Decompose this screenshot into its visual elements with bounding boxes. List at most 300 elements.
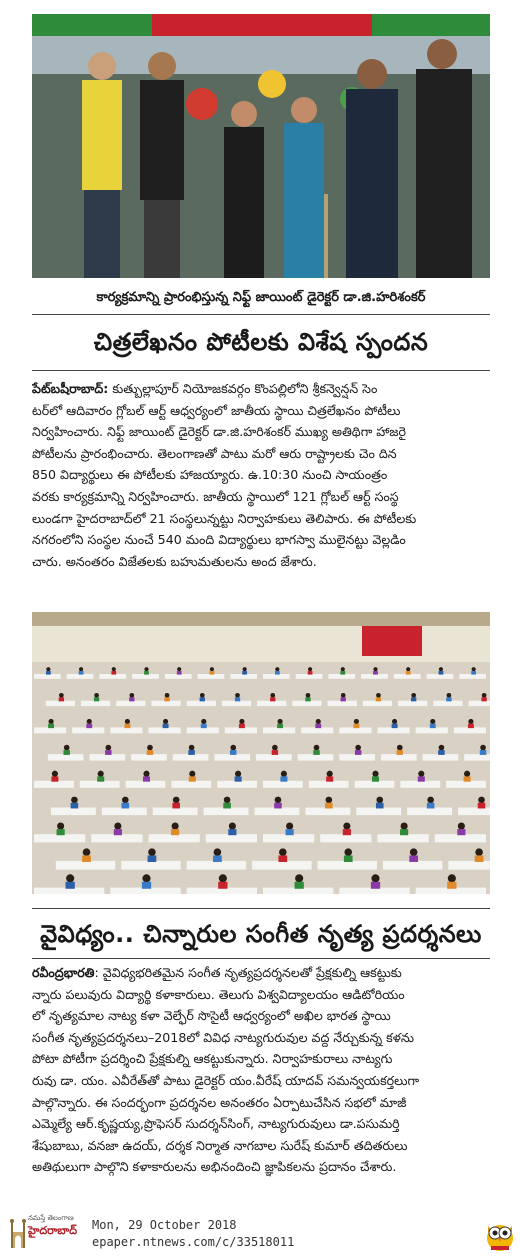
student-shirt [371, 882, 380, 889]
student [210, 667, 214, 671]
student-shirt [223, 803, 231, 809]
student [59, 693, 64, 698]
desk [296, 674, 323, 679]
divider [32, 958, 490, 959]
article-line: నిర్వహించారు. నిఫ్ట్ జాయింట్ డైరెక్టర్ డా.జి.హరిశంకర్ ముఖ్య అతిథిగా హాజరై [32, 424, 406, 440]
desk [305, 808, 350, 816]
student-shirt [57, 829, 65, 835]
desk [255, 808, 300, 816]
desk [454, 727, 486, 733]
desk [363, 701, 392, 706]
desk [446, 781, 486, 788]
student [327, 771, 333, 777]
student-shirt [46, 671, 51, 675]
student [189, 745, 195, 751]
student [306, 693, 311, 698]
charminar-icon [10, 1216, 26, 1250]
divider [32, 314, 490, 315]
student-shirt [340, 671, 345, 675]
article-line: లుండగా హైదరాబాద్‌లో 21 సంస్థలున్నట్టు నిర్వాహకులు తెలిపారు. ఈ పోటీలకు [32, 510, 417, 526]
student-shirt [97, 776, 104, 781]
student-shirt [275, 671, 280, 675]
student-shirt [172, 803, 180, 809]
desk [398, 701, 427, 706]
student-shirt [114, 829, 122, 835]
desk [383, 861, 442, 870]
student-shirt [242, 671, 247, 675]
student-shirt [171, 829, 179, 835]
desk [448, 861, 490, 870]
desk [427, 674, 454, 679]
student-shirt [213, 855, 222, 862]
student [112, 667, 116, 671]
student [371, 874, 379, 882]
desk [204, 808, 249, 816]
article-line: న్నారు పలువురు విద్యార్థి కళాకారులు. తెలుగు విశ్వవిద్యాలయం ఆడిటోరియం [32, 986, 405, 1002]
student-shirt [481, 697, 486, 701]
student-shirt [124, 724, 130, 728]
student [464, 771, 470, 777]
student [143, 771, 149, 777]
desk [171, 781, 211, 788]
student-shirt [200, 697, 205, 701]
event-photo [32, 14, 490, 278]
student-shirt [315, 724, 321, 728]
student [439, 667, 443, 671]
student [98, 771, 104, 777]
desk [34, 727, 66, 733]
article-line: ఎమ్మెల్యే ఆర్.కృష్ణయ్య,ప్రొఫెసర్ సుదర్శన్‌సింగ్, నాట్యగురువులు డా.పసుమర్తి [32, 1116, 400, 1132]
divider [32, 370, 490, 371]
student-shirt [79, 671, 84, 675]
student [277, 719, 282, 724]
student [286, 822, 293, 829]
student-shirt [48, 724, 54, 728]
newspaper-logo[interactable] [10, 1214, 88, 1252]
student-shirt [218, 882, 227, 889]
student [397, 745, 403, 751]
student-shirt [478, 803, 486, 809]
student-shirt [392, 724, 398, 728]
desk [309, 781, 349, 788]
desk [423, 754, 459, 760]
student-shirt [397, 750, 403, 755]
student [281, 771, 287, 777]
article-line: శేషుబాబు, వనజా ఉదయ్, దర్శక నిర్మాత నాగబాల సురేష్ కుమార్ తదితరులు [32, 1137, 408, 1153]
desk [187, 727, 219, 733]
desk [257, 701, 286, 706]
desk [318, 861, 377, 870]
student-shirt [313, 750, 319, 755]
student-shirt [446, 697, 451, 701]
student-shirt [129, 697, 134, 701]
student [57, 822, 64, 829]
student-shirt [341, 697, 346, 701]
student-shirt [163, 724, 169, 728]
desk [400, 781, 440, 788]
desk [252, 861, 311, 870]
desk [165, 674, 192, 679]
student-shirt [376, 697, 381, 701]
article-line [32, 962, 490, 984]
student [341, 667, 345, 671]
student [94, 693, 99, 698]
student [472, 667, 476, 671]
student [418, 771, 424, 777]
article-line-text: : వైవిధ్యభరితమైన సంగీత నృత్యప్రదర్శనలతో ప్రేక్షకుల్ని ఆకట్టుకు [94, 965, 402, 980]
student-shirt [286, 829, 294, 835]
desk [80, 781, 120, 788]
desk [99, 674, 126, 679]
student-shirt [418, 776, 425, 781]
desk [356, 808, 401, 816]
student [230, 745, 236, 751]
article-line: చారు. అనంతరం విజేతలకు బహుమతులను అంద జేశారు. [32, 553, 317, 569]
desk [153, 808, 198, 816]
student-shirt [325, 803, 333, 809]
article-line: సంగీత నృత్యప్రదర్శనలు–2018లో వివిధ నాట్యగురువుల వద్ద నేర్చుకున్న కళను [32, 1029, 415, 1045]
student [458, 822, 465, 829]
student [354, 719, 359, 724]
student [200, 693, 205, 698]
headline-drawing-competition: చిత్రలేఖనం పోటీలకు విశేష స్పందన [93, 328, 429, 356]
student [410, 848, 418, 856]
article-line: నగరంలోని సంస్థల నుంచే 540 మంది విద్యార్థులు భాగస్వా ములైనట్టు వెల్లడిం [32, 532, 406, 548]
student [235, 693, 240, 698]
student-shirt [480, 750, 486, 755]
desk [151, 701, 180, 706]
desk [187, 861, 246, 870]
desk [298, 754, 334, 760]
student-shirt [189, 776, 196, 781]
student [316, 719, 321, 724]
dateline: రవీంద్రభారతి [32, 965, 95, 980]
headline-dance-performances: వైవిధ్యం.. చిన్నారుల సంగీత నృత్య ప్రదర్శనలు [40, 920, 482, 948]
student-shirt [457, 829, 465, 835]
student [270, 693, 275, 698]
student-shirt [164, 697, 169, 701]
student-shirt [228, 829, 236, 835]
desk [433, 701, 462, 706]
article-line: పాల్గొన్నారు. ఈ సందర్భంగా ప్రదర్శనల అనంతరం ఏర్పాటుచేసిన సభలో మాజీ [32, 1094, 407, 1110]
student [79, 667, 83, 671]
article-line: పోటీలను ప్రారంభించారు. తెలంగాణతో పాటు మరో ఆరు రాష్ట్రాలకు చెం దిన [32, 445, 397, 461]
student-shirt [295, 882, 304, 889]
desk [131, 754, 167, 760]
desk [378, 727, 410, 733]
student [427, 797, 434, 804]
student-shirt [305, 697, 310, 701]
student-shirt [230, 750, 236, 755]
student [83, 848, 91, 856]
article-line [32, 378, 490, 400]
student [392, 719, 397, 724]
student-shirt [105, 750, 111, 755]
student [214, 848, 222, 856]
student-shirt [71, 803, 79, 809]
student [48, 719, 53, 724]
student-shirt [475, 855, 484, 862]
student-shirt [235, 776, 242, 781]
student-shirt [372, 776, 379, 781]
desk [51, 808, 96, 816]
student-shirt [274, 803, 282, 809]
student [411, 693, 416, 698]
desk [339, 754, 375, 760]
student-shirt [427, 803, 435, 809]
student-shirt [201, 724, 207, 728]
article-line: అతిథులుగా పాల్గొని కళాకారులను అభినందించి జ్ఞాపికలను ప్రదానం చేశారు. [32, 1159, 397, 1175]
desk [292, 701, 321, 706]
desk [173, 754, 209, 760]
desk [56, 861, 115, 870]
desk [81, 701, 110, 706]
logo-brand: హైదరాబాద్ [28, 1224, 77, 1237]
student [376, 797, 383, 804]
desk [222, 701, 251, 706]
student-shirt [373, 671, 378, 675]
student [468, 719, 473, 724]
article-line-text: కుత్బుల్లాపూర్ నియోజకవర్గం కొంపల్లిలోని శ్రీకన్వెన్షన్ సెం [108, 381, 378, 396]
student-shirt [278, 855, 287, 862]
desk [126, 781, 166, 788]
edition-date: Mon, 29 October 2018 [92, 1218, 237, 1232]
epaper-footer [0, 1208, 520, 1256]
student-shirt [63, 750, 69, 755]
student-shirt [59, 697, 64, 701]
student [480, 745, 486, 751]
student [475, 848, 483, 856]
student [355, 745, 361, 751]
desk [256, 754, 292, 760]
student [448, 874, 456, 882]
student-shirt [66, 882, 75, 889]
student-shirt [376, 803, 384, 809]
student [122, 797, 129, 804]
desk [217, 781, 257, 788]
student [430, 719, 435, 724]
student-shirt [188, 750, 194, 755]
desk [328, 674, 355, 679]
student [219, 874, 227, 882]
student-shirt [468, 724, 474, 728]
student [235, 771, 241, 777]
student [275, 667, 279, 671]
student-shirt [447, 882, 456, 889]
student-shirt [280, 776, 287, 781]
student-shirt [210, 671, 215, 675]
desk [46, 701, 75, 706]
student-shirt [239, 724, 245, 728]
competition-hall-photo [32, 612, 490, 894]
student [314, 745, 320, 751]
student [66, 874, 74, 882]
student-shirt [51, 776, 58, 781]
student [439, 745, 445, 751]
desk [149, 834, 200, 842]
desk [230, 674, 257, 679]
student-shirt [430, 724, 436, 728]
desk [378, 834, 429, 842]
student [376, 693, 381, 698]
desk [214, 754, 250, 760]
desk [206, 834, 257, 842]
desk [361, 674, 388, 679]
student-shirt [344, 855, 353, 862]
student-shirt [94, 697, 99, 701]
divider [32, 908, 490, 909]
logo-tagline: నమస్తే తెలంగాణ [28, 1214, 74, 1222]
article-line: టర్‌లో ఆదివారం గ్లోబల్ ఆర్ట్ ఆధ్వర్యంలో జాతీయ స్థాయి చిత్రలేఖనం పోటీలు [32, 402, 401, 418]
desk [339, 727, 371, 733]
desk [67, 674, 94, 679]
inauguration-photo [32, 14, 490, 278]
desk [469, 701, 490, 706]
student [147, 745, 153, 751]
student [279, 848, 287, 856]
desk [394, 674, 421, 679]
photo-caption: కార్యక్రమాన్ని ప్రారంభిస్తున్న నిఫ్ట్ జాయింట్ డైరెక్టర్ డా.జి.హరిశంకర్ [96, 290, 426, 305]
desk [34, 674, 61, 679]
student [447, 693, 452, 698]
desk [102, 808, 147, 816]
student [142, 874, 150, 882]
desk [34, 781, 74, 788]
hall-photo [32, 612, 490, 894]
student [295, 874, 303, 882]
desk [355, 781, 395, 788]
desk [263, 727, 295, 733]
student-shirt [326, 776, 333, 781]
student [372, 771, 378, 777]
desk [263, 781, 303, 788]
article-line: పోటా పోటీగా ప్రదర్శించి ప్రేక్షకుల్ని ఆకట్టుకున్నారు. నిర్వాహకురాలు నాట్యగు [32, 1051, 393, 1067]
student-shirt [272, 750, 278, 755]
student-shirt [464, 776, 471, 781]
student [71, 797, 78, 804]
desk [407, 808, 452, 816]
article-line: 850 విద్యార్థులు ఈ పోటీలకు హాజయ్యారు. ఉ.10:30 నుంచి సాయంత్రం [32, 467, 388, 483]
desk [458, 808, 490, 816]
desk [328, 701, 357, 706]
student-shirt [121, 803, 129, 809]
student [229, 822, 236, 829]
student-shirt [439, 671, 444, 675]
article-line: రువు డా. యం. ఎవీరేత్‌తో పాటు డైరెక్టర్ యం.వీరేష్ యాదవ్ సమన్వయకర్తలుగా [32, 1072, 420, 1088]
student-shirt [177, 671, 182, 675]
desk [263, 674, 290, 679]
student [482, 693, 487, 698]
student-shirt [406, 671, 411, 675]
desk [90, 754, 126, 760]
student [114, 822, 121, 829]
student [341, 693, 346, 698]
student [173, 797, 180, 804]
student-shirt [438, 750, 444, 755]
student-shirt [308, 671, 313, 675]
desk [225, 727, 257, 733]
desk [459, 674, 486, 679]
student [105, 745, 111, 751]
student-shirt [147, 750, 153, 755]
desk [320, 834, 371, 842]
student-shirt [270, 697, 275, 701]
student [326, 797, 333, 804]
desk [435, 834, 486, 842]
dateline: పేట్‌బషీరాబాద్: [32, 381, 109, 396]
student [344, 848, 352, 856]
desk [198, 674, 225, 679]
desk [301, 727, 333, 733]
desk [91, 834, 142, 842]
student-shirt [143, 776, 150, 781]
student-shirt [111, 671, 116, 675]
student [144, 667, 148, 671]
student-shirt [86, 724, 92, 728]
desk [263, 834, 314, 842]
student-shirt [355, 750, 361, 755]
student [64, 745, 70, 751]
student [308, 667, 312, 671]
desk [132, 674, 159, 679]
student [87, 719, 92, 724]
student [148, 848, 156, 856]
student [163, 719, 168, 724]
student-shirt [142, 882, 151, 889]
student-shirt [343, 829, 351, 835]
student-shirt [409, 855, 418, 862]
student [177, 667, 181, 671]
desk [464, 754, 490, 760]
student-shirt [277, 724, 283, 728]
desk [34, 834, 85, 842]
student [401, 822, 408, 829]
student-shirt [144, 671, 149, 675]
owl-icon [484, 1216, 516, 1252]
student-shirt [148, 855, 157, 862]
student-shirt [353, 724, 359, 728]
student [129, 693, 134, 698]
desk [187, 701, 216, 706]
student [275, 797, 282, 804]
student [243, 667, 247, 671]
student-shirt [471, 671, 476, 675]
article-body-drawing-competition [32, 378, 490, 572]
desk [416, 727, 448, 733]
student [343, 822, 350, 829]
desk [149, 727, 181, 733]
student [373, 667, 377, 671]
article-line: లో నృత్యమాల నాట్య కళా వెల్ఫేర్ సొసైటీ ఆధ్వర్యంలో అఖిల భారత స్థాయి [32, 1008, 391, 1024]
student-shirt [82, 855, 91, 862]
student [478, 797, 485, 804]
student [52, 771, 58, 777]
student [125, 719, 130, 724]
epaper-url[interactable]: epaper.ntnews.com/c/33518011 [92, 1235, 295, 1249]
student [224, 797, 231, 804]
article-line: వరకు కార్యక్రమాన్ని నిర్వహించారు. జాతీయ స్థాయిలో 121 గ్లోబల్ ఆర్ట్ సంస్థ [32, 488, 399, 504]
desk [381, 754, 417, 760]
student-shirt [235, 697, 240, 701]
desk [116, 701, 145, 706]
student-shirt [400, 829, 408, 835]
student-shirt [411, 697, 416, 701]
student [272, 745, 278, 751]
student [201, 719, 206, 724]
desk [110, 727, 142, 733]
student [189, 771, 195, 777]
student [172, 822, 179, 829]
